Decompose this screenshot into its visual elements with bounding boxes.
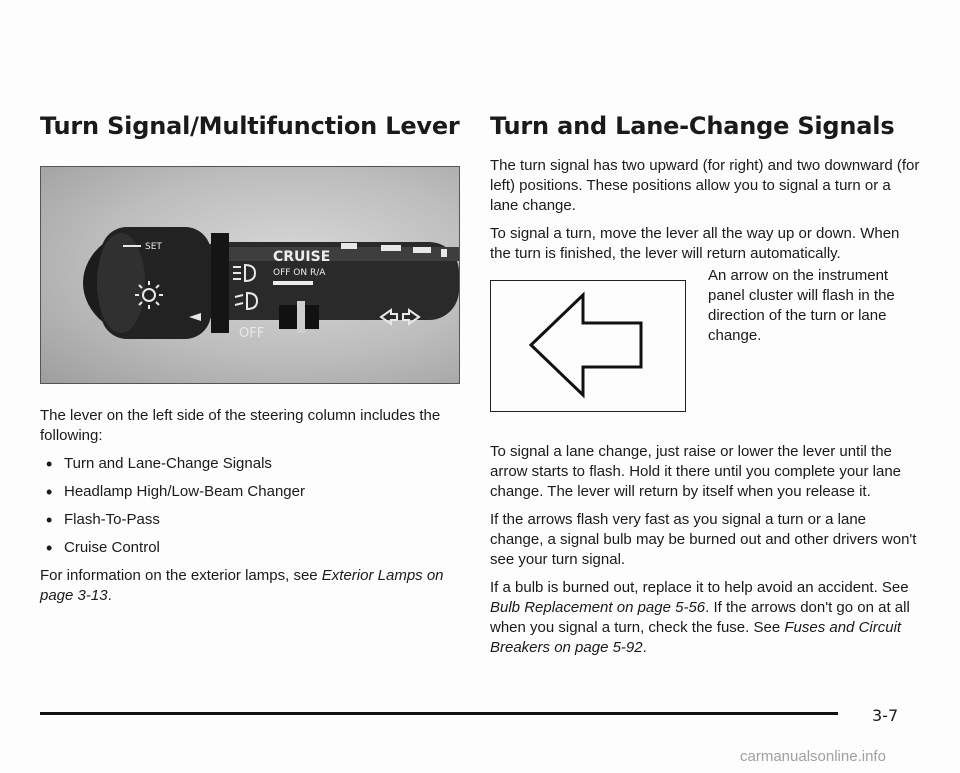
set-label: SET: [145, 242, 162, 252]
right-column: [490, 112, 920, 658]
left-arrow-icon: [491, 281, 684, 410]
exterior-lamps-link[interactable]: Exterior Lamps on page 3-13: [40, 567, 444, 604]
lane-change-text: To signal a lane change, just raise or lower the lever until the arrow starts to flash. Hold it there until you complete your lane change. The lever will return by itself when you release it.: [490, 443, 902, 500]
signal-turn-text: To signal a turn, move the lever all the way up or down. When the turn is finished, the lever will return automatically.: [490, 225, 900, 262]
list-item: • Headlamp High/Low-Beam Changer: [40, 482, 460, 502]
watermark-text: carmanualsonline.info: [740, 748, 886, 765]
fast-flash-text: If the arrows flash very fast as you signal a turn or a lane change, a signal bulb may be burned out and other drivers won't see your turn signal.: [490, 511, 917, 568]
section-heading-turn-signals: Turn and Lane-Change Signals: [490, 112, 895, 140]
turn-arrow-figure: [490, 280, 686, 412]
lever-functions-list: [40, 454, 460, 558]
section-heading-multifunction: Turn Signal/Multifunction Lever: [40, 112, 460, 140]
bulb-fuse-text: If a bulb is burned out, replace it to help avoid an accident. See Bulb Replacement on page 5-56. If the arrows don't go on at all when you signal a turn, check the fuse. See Fuses and Circuit Breakers on page 5-92.: [490, 579, 910, 656]
list-item: • Turn and Lane-Change Signals: [40, 454, 460, 474]
list-item: • Flash-To-Pass: [40, 510, 460, 530]
lever-photo: [40, 166, 460, 384]
footer-rule: [40, 712, 838, 715]
lever-illustration: [41, 167, 459, 383]
fuses-link[interactable]: Fuses and Circuit Breakers on page 5-92: [490, 619, 902, 656]
lever-intro-text: The lever on the left side of the steering column includes the following:: [40, 407, 441, 444]
bulb-replacement-link[interactable]: Bulb Replacement on page 5-56: [490, 599, 706, 616]
exterior-lamps-reference: For information on the exterior lamps, see Exterior Lamps on page 3-13.: [40, 567, 444, 604]
turn-signal-positions-text: The turn signal has two upward (for right) and two downward (for left) positions. These positions allow you to signal a turn or a lane change.: [490, 157, 920, 214]
off-label: OFF: [239, 326, 265, 341]
cruise-label: CRUISE: [273, 249, 331, 265]
cruise-sub-label: OFF ON R/A: [273, 268, 326, 278]
list-item: • Cruise Control: [40, 538, 460, 558]
page-number: 3-7: [872, 706, 899, 725]
left-column: [40, 112, 460, 606]
arrow-caption-text: An arrow on the instrument panel cluster will flash in the direction of the turn or lane change.: [708, 267, 895, 344]
